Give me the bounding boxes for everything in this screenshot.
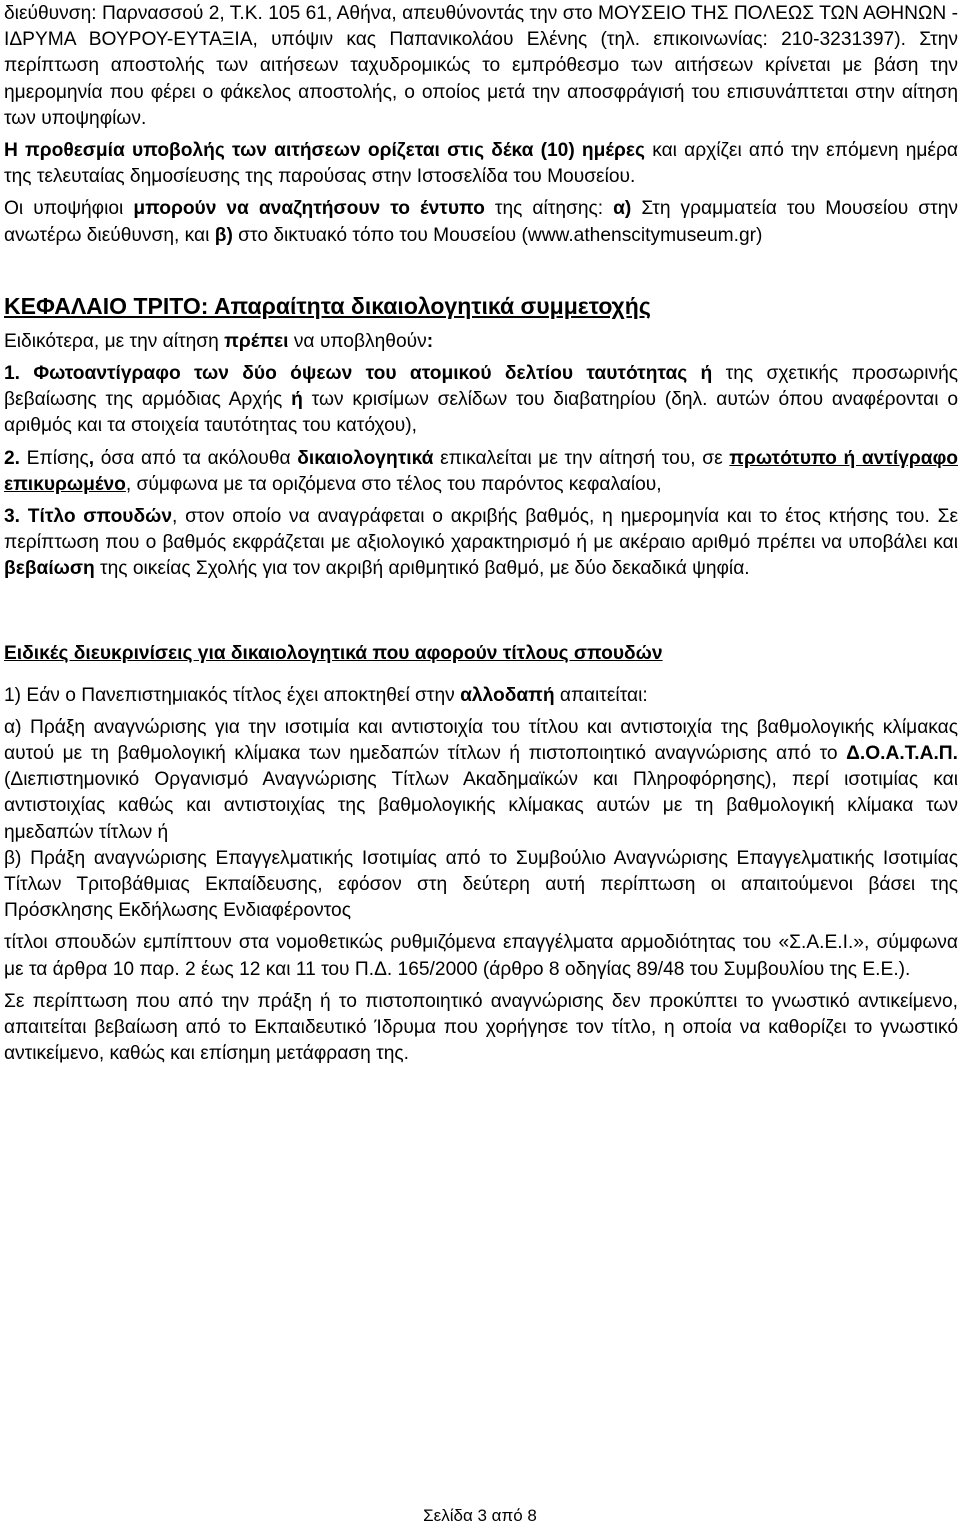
text: Ειδικότερα, με την αίτηση bbox=[4, 330, 225, 352]
text: επικαλείται με την αίτησή του, σε bbox=[433, 447, 730, 469]
text: των κρισίμων σελίδων του διαβατηρίου (δηλ. αυτών όπου αναφέρονται ο αριθμός και τα στοιχεία ταυτότητας του κατόχου), bbox=[4, 389, 958, 437]
paragraph-intro bbox=[4, 329, 958, 355]
text: της σχετικής προσωρινής βεβαίωσης της αρμόδιας Αρχής bbox=[4, 363, 958, 411]
bold-text: Δ.Ο.Α.Τ.Α.Π. bbox=[846, 743, 958, 765]
text: (Διεπιστημονικό Οργανισμό Αναγνώρισης Τίτλων Ακαδημαϊκών και Πληροφόρησης), περί ισοτιμίας και αντιστοιχίας καθώς και αντιστοιχίας της βαθμολογικής κλίμακας αυτών με τη βαθμολογική κλίμακα των ημεδαπών τίτλων ή bbox=[4, 769, 958, 843]
text: Οι υποψήφιοι bbox=[4, 198, 134, 220]
text: α) Πράξη αναγνώρισης για την ισοτιμία και αντιστοιχία του τίτλου και αντιστοιχία της βαθμολογικής κλίμακας αυτού με τη βαθμολογική κλίμακα των ημεδαπών τίτλων ή πιστοποιητικό αναγνώρισης από το bbox=[4, 716, 958, 765]
text: στο δικτυακό τόπο του Μουσείου (www.athenscitymuseum.gr) bbox=[232, 224, 763, 246]
paragraph-deadline bbox=[4, 138, 958, 190]
bold-text: 3. Τίτλο σπουδών bbox=[4, 506, 172, 528]
text: τίτλοι σπουδών εμπίπτουν στα νομοθετικώς ρυθμιζόμενα επαγγέλματα αρμοδιότητας του «Σ.Α.Ε.Ι.», σύμφωνα με τα άρθρα 10 παρ. 2 έως 12 και 11 του Π.Δ. 165/2000 (άρθρο 8 οδηγίας 89/48 του Συμβουλίου της Ε.Ε.). bbox=[4, 932, 958, 980]
bold-text: Η προθεσμία υποβολής των αιτήσεων ορίζεται στις δέκα (10) ημέρες bbox=[4, 140, 646, 162]
page-number: Σελίδα 3 από 8 bbox=[423, 1506, 537, 1525]
text: της οικείας Σχολής για τον ακριβή αριθμητικό βαθμό, με δύο δεκαδικά ψηφία. bbox=[94, 558, 750, 580]
bold-text: αλλοδαπή bbox=[460, 684, 555, 706]
bold-text: 1. Φωτοαντίγραφο των δύο όψεων του ατομικού δελτίου ταυτότητας ή bbox=[4, 363, 713, 385]
bold-text: 2. bbox=[4, 447, 21, 469]
bold-text: α) bbox=[613, 198, 632, 220]
bold-text: : bbox=[426, 330, 434, 352]
text: όσα από τα ακόλουθα bbox=[94, 447, 298, 469]
paragraph-foreign-degree bbox=[4, 683, 958, 709]
text: να υποβληθούν bbox=[288, 330, 427, 352]
paragraph-submission-address bbox=[4, 1, 958, 132]
text: Σε περίπτωση που από την πράξη ή το πιστοποιητικό αναγνώρισης δεν προκύπτει το γνωστικό αντικείμενο, απαιτείται βεβαίωση από το Εκπαιδευτικό Ίδρυμα που χορήγησε τον τίτλο, η οποία να καθορίζει το γνωστικό αντικείμενο, καθώς και επίσημη μετάφραση της. bbox=[4, 990, 958, 1065]
text: β) Πράξη αναγνώρισης Επαγγελματικής Ισοτιμίας από το Συμβούλιο Αναγνώρισης Επαγγελματικής Ισοτιμίας Τίτλων Τριτοβάθμιας Εκπαίδευσης, εφόσον στη δεύτερη αυτή περίπτωση οι απαιτούμενοι βάσει της Πρόσκλησης Εκδήλωσης Ενδιαφέροντος bbox=[4, 847, 958, 922]
bold-text: πρέπει bbox=[224, 330, 289, 352]
paragraph-recognition-a bbox=[4, 715, 958, 846]
bold-text: μπορούν να αναζητήσουν το έντυπο bbox=[133, 198, 485, 220]
paragraph-subject-certificate bbox=[4, 989, 958, 1068]
text: διεύθυνση: Παρνασσού 2, Τ.Κ. 105 61, Αθήνα, απευθύνοντάς την στο ΜΟΥΣΕΙΟ ΤΗΣ ΠΟΛΕΩΣ ΤΩΝ ΑΘΗΝΩΝ - ΙΔΡΥΜΑ ΒΟΥΡΟΥ-ΕΥΤΑΞΙΑ, υπόψιν κας Παπανικολάου Ελένης (τηλ. επικοινωνίας: 210-3231397). Στην περίπτωση αποστολής των αιτήσεων ταχυδρομικώς το εμπρόθεσμο των αιτήσεων κρίνεται με βάση την ημερομηνία που φέρει ο φάκελος αποστολής, ο οποίος μετά την αποσφράγισή του επισυνάπτεται στην αίτηση των υποψηφίων. bbox=[4, 3, 958, 129]
bold-text: δικαιολογητικά bbox=[297, 447, 434, 469]
bold-underlined-text: πρωτότυπο ή αντίγραφο επικυρωμένο bbox=[4, 447, 959, 495]
text: απαιτείται: bbox=[554, 684, 648, 706]
list-item-2 bbox=[4, 446, 958, 498]
text: Στη γραμματεία του Μουσείου στην ανωτέρω διεύθυνση, και bbox=[4, 198, 958, 246]
section-subheading: Ειδικές διευκρινίσεις για δικαιολογητικά που αφορούν τίτλους σπουδών bbox=[4, 642, 663, 664]
paragraph-form-availability bbox=[4, 196, 958, 248]
list-item-1 bbox=[4, 361, 958, 440]
paragraph-regulated-professions bbox=[4, 930, 958, 982]
text: και αρχίζει από την επόμενη ημέρα της τελευταίας δημοσίευσης της παρούσας στην Ιστοσελίδα του Μουσείου. bbox=[4, 140, 958, 188]
paragraph-recognition-b bbox=[4, 846, 958, 925]
bold-text: ή bbox=[291, 389, 303, 411]
text: , στον οποίο να αναγράφεται ο ακριβής βαθμός, η ημερομηνία και το έτος κτήσης του. Σε περίπτωση που ο βαθμός εκφράζεται με αξιολογικό χαρακτηρισμό ή με ακέραιο αριθμό πρέπει να υποβάλει και bbox=[4, 506, 959, 554]
text: της αίτησης: bbox=[484, 198, 614, 220]
text: Επίσης bbox=[20, 447, 89, 469]
text: 1) Εάν ο Πανεπιστημιακός τίτλος έχει αποκτηθεί στην bbox=[4, 684, 461, 706]
bold-text: βεβαίωση bbox=[4, 558, 95, 580]
bold-text: , bbox=[88, 447, 95, 469]
text: , σύμφωνα με τα οριζόμενα στο τέλος του παρόντος κεφαλαίου, bbox=[125, 473, 662, 495]
list-item-3 bbox=[4, 504, 958, 583]
chapter-heading: ΚΕΦΑΛΑΙΟ ΤΡΙΤΟ: Απαραίτητα δικαιολογητικά συμμετοχής bbox=[4, 292, 651, 319]
bold-text: β) bbox=[214, 224, 233, 246]
